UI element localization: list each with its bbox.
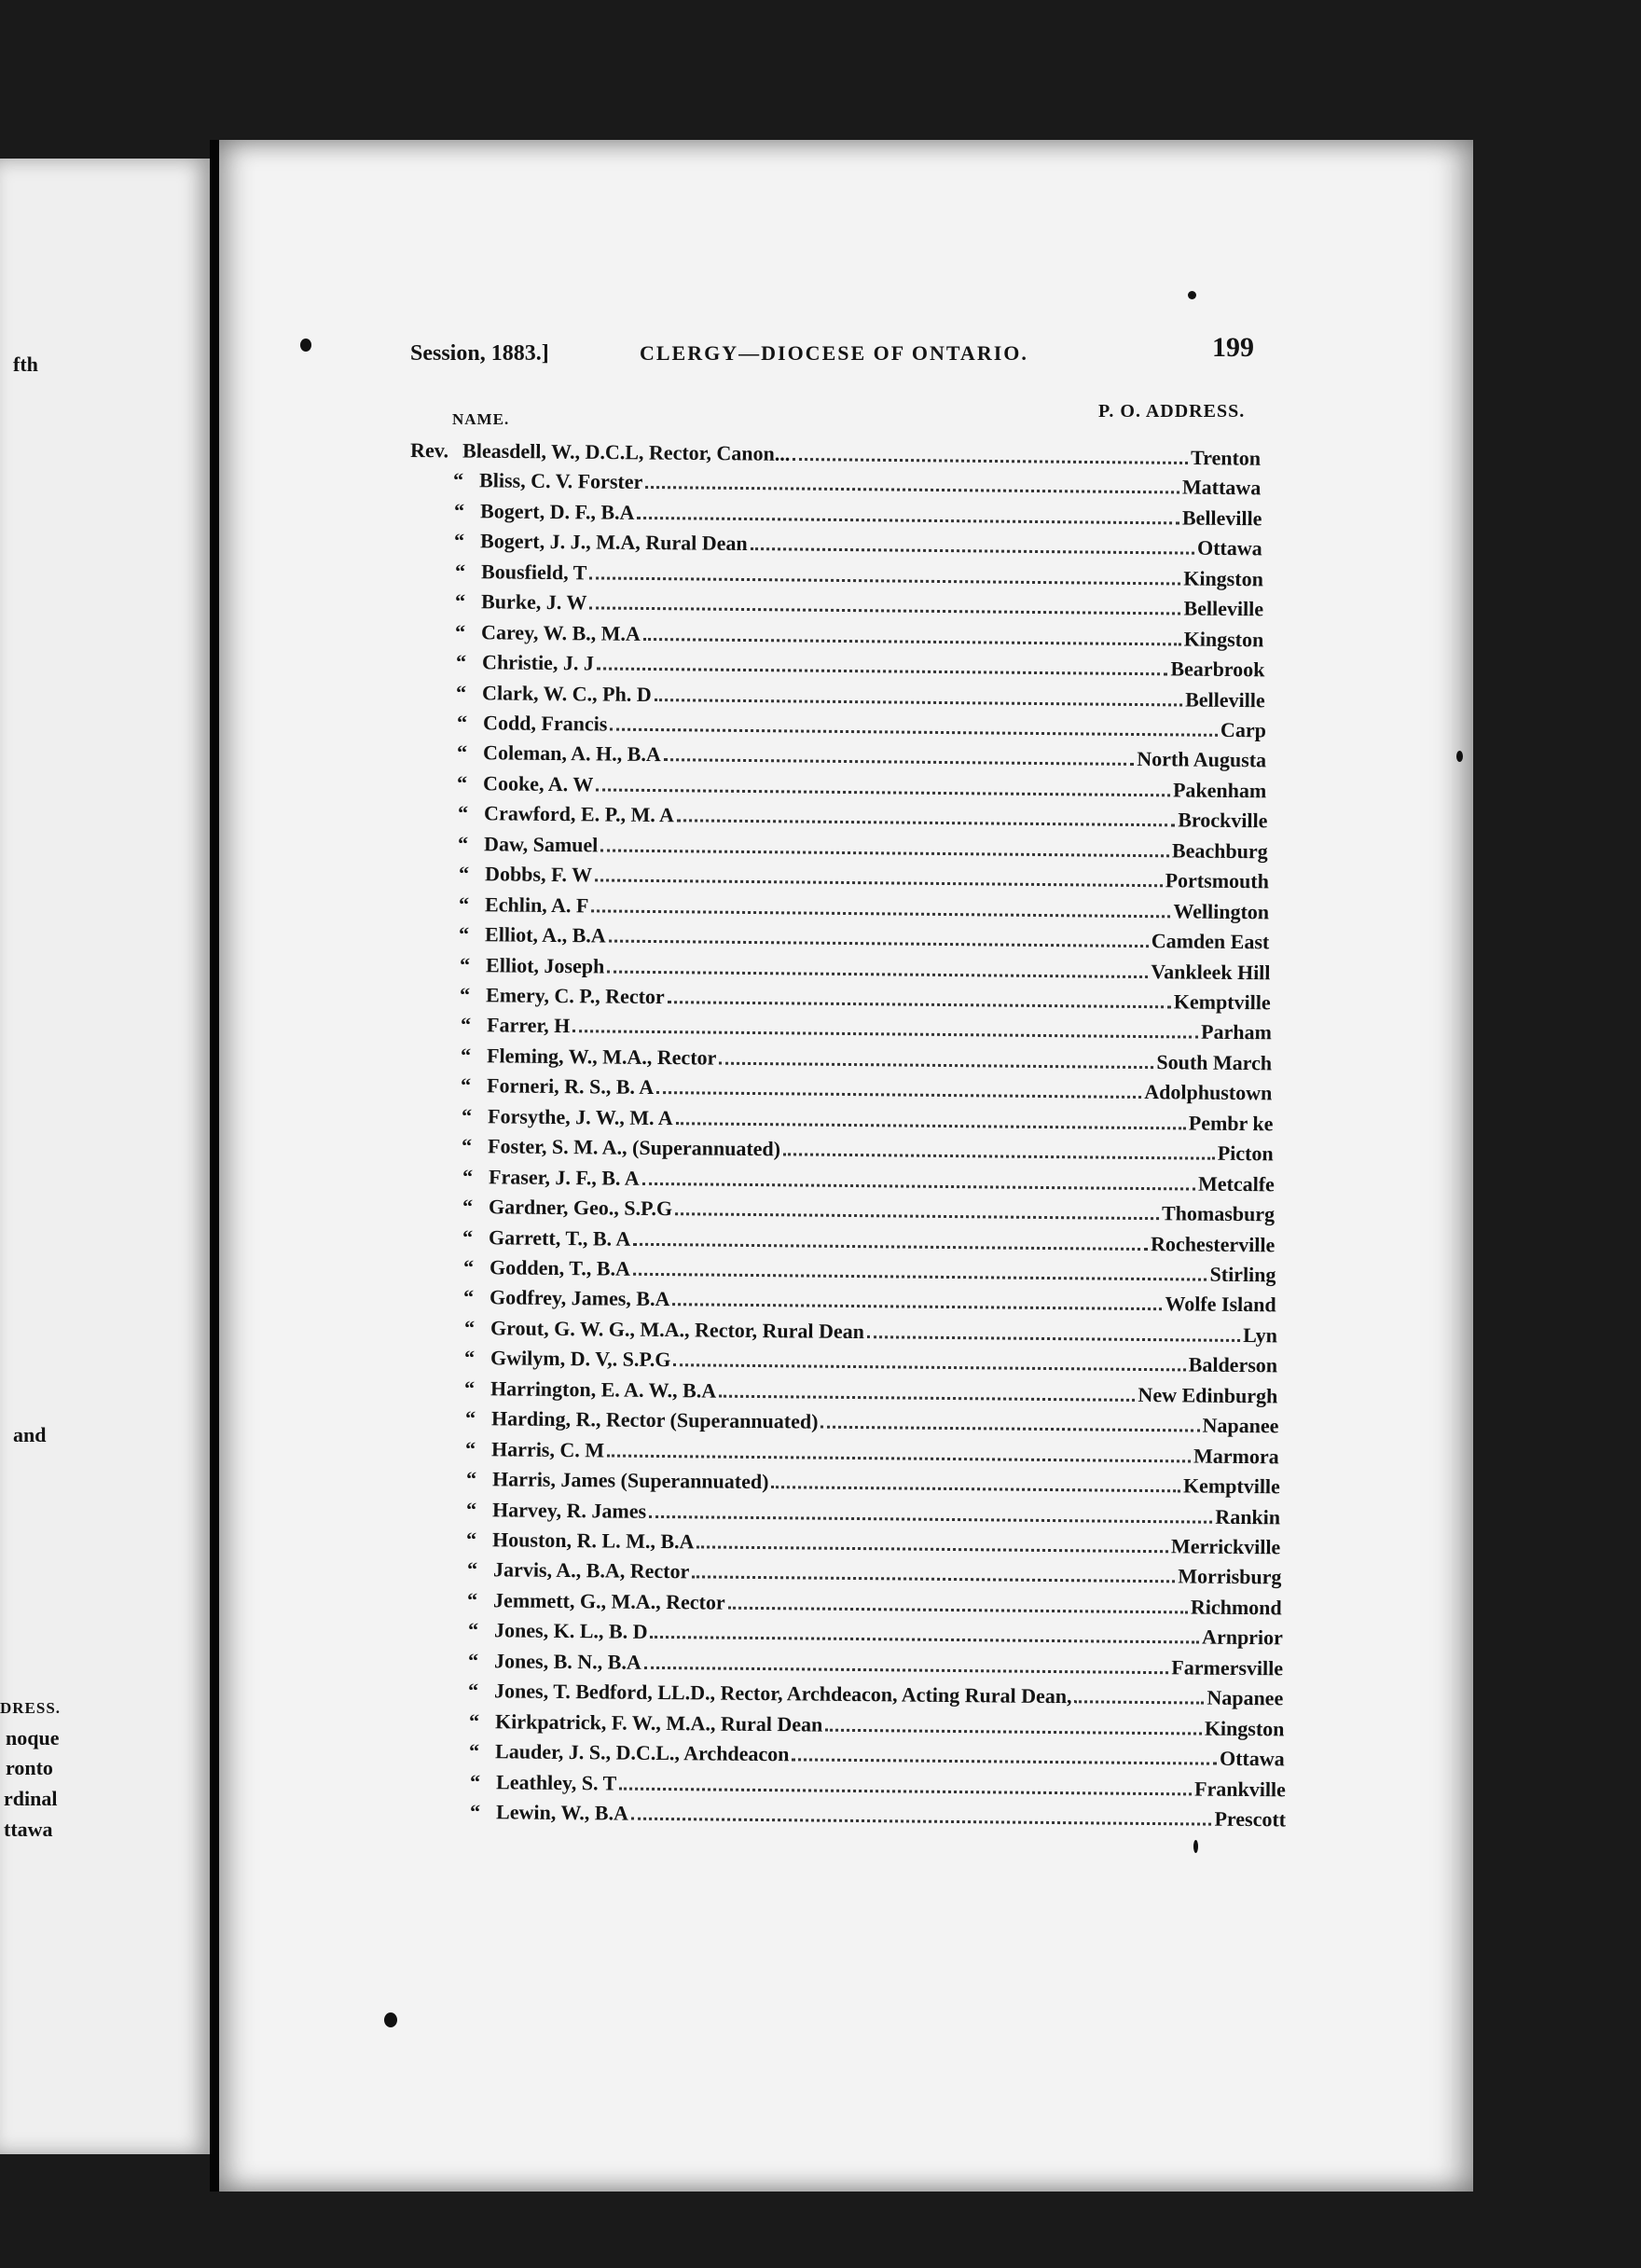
leader-dots (600, 849, 1169, 857)
post-office-address: Belleville (1185, 687, 1265, 712)
clergy-name: Farrer, H (486, 1013, 571, 1038)
leader-dots (644, 1666, 1169, 1674)
clergy-name: Harding, R., Rector (Superannuated) (490, 1406, 819, 1433)
post-office-address: Wellington (1173, 899, 1270, 923)
clergy-name: Kirkpatrick, F. W., M.A., Rural Dean (494, 1708, 823, 1736)
clergy-name: Harris, James (Superannuated) (491, 1467, 769, 1494)
post-office-address: Trenton (1190, 446, 1262, 470)
post-office-address: Kingston (1182, 566, 1263, 591)
left-page-fragment: rdinal (4, 1787, 58, 1810)
leader-dots (793, 458, 1188, 464)
entry-prefix: “ (469, 1769, 480, 1793)
post-office-address: Metcalfe (1197, 1171, 1275, 1196)
entry-prefix: “ (469, 1739, 480, 1763)
post-office-address: North Augusta (1137, 747, 1267, 772)
clergy-name: Garrett, T., B. A (489, 1224, 631, 1251)
leader-dots (673, 1363, 1185, 1371)
clergy-name: Elliot, Joseph (485, 952, 605, 978)
entry-prefix: “ (466, 1497, 477, 1521)
clergy-name: Codd, Francis (482, 711, 608, 736)
post-office-address: Merrickville (1171, 1534, 1281, 1559)
leader-dots (675, 1212, 1159, 1220)
post-office-address: Stirling (1209, 1262, 1276, 1287)
leader-dots (673, 1304, 1163, 1311)
post-office-address: South March (1156, 1050, 1273, 1075)
post-office-address: Marmora (1193, 1444, 1279, 1469)
clergy-name: Forsythe, J. W., M. A (487, 1104, 673, 1129)
leader-dots (697, 1545, 1169, 1553)
entry-prefix: “ (464, 1376, 476, 1400)
clergy-name: Jarvis, A., B.A, Rector (492, 1557, 690, 1583)
ink-speck (1193, 1840, 1198, 1853)
entry-prefix: “ (463, 1315, 475, 1339)
entry-prefix: “ (459, 952, 471, 976)
clergy-name: Forneri, R. S., B. A (487, 1073, 655, 1099)
leader-dots (719, 1062, 1153, 1069)
leader-dots (589, 607, 1180, 615)
leader-dots (595, 879, 1163, 888)
post-office-address: Pakenham (1173, 778, 1267, 803)
post-office-address: Richmond (1190, 1595, 1282, 1620)
clergy-name: Grout, G. W. G., M.A., Rector, Rural Dean (490, 1316, 864, 1343)
entry-prefix: “ (455, 619, 466, 643)
left-page-fragment: and (13, 1423, 47, 1446)
post-office-address: Kemptville (1182, 1473, 1280, 1499)
post-office-address: Bearbrook (1170, 657, 1265, 682)
entry-prefix: “ (460, 983, 471, 1007)
post-office-address: Rankin (1215, 1504, 1281, 1528)
clergy-name: Christie, J. J (481, 650, 594, 675)
leader-dots (783, 1154, 1215, 1160)
post-office-address: Ottawa (1220, 1746, 1285, 1771)
leader-dots (589, 576, 1180, 585)
entry-prefix: “ (468, 1679, 479, 1703)
leader-dots (650, 1636, 1199, 1644)
leader-dots (609, 940, 1149, 948)
entry-prefix: “ (453, 498, 465, 522)
entry-prefix: “ (468, 1648, 479, 1672)
left-page-fragment: fth (13, 353, 38, 376)
post-office-address: Belleville (1181, 505, 1262, 531)
post-office-address: Picton (1217, 1141, 1274, 1166)
leader-dots (751, 547, 1194, 555)
leader-dots (633, 1273, 1207, 1281)
post-office-address: Kemptville (1173, 989, 1271, 1015)
clergy-name: Jones, T. Bedford, LL.D., Rector, Archdeacon, Acting Rural Dean, (494, 1679, 1073, 1708)
name-column-header: NAME. (452, 410, 510, 428)
clergy-name: Gwilym, D. V,. S.P.G (490, 1346, 671, 1372)
clergy-name: Bliss, C. V. Forster (479, 468, 643, 494)
post-office-address: Kingston (1183, 627, 1264, 651)
entry-prefix: “ (455, 650, 467, 674)
entry-prefix: “ (464, 1406, 476, 1431)
clergy-name: Harris, C. M (491, 1436, 605, 1462)
post-office-address: Balderson (1188, 1352, 1278, 1377)
post-office-address: Carp (1220, 717, 1266, 742)
left-page-fragment: ttawa (4, 1818, 53, 1841)
entry-prefix: “ (457, 770, 468, 795)
leader-dots (641, 1182, 1194, 1191)
leader-dots (572, 1030, 1198, 1039)
left-page (0, 159, 210, 2154)
leader-dots (591, 909, 1170, 918)
entry-prefix: “ (457, 801, 469, 825)
left-page-fragment: ronto (6, 1756, 53, 1779)
clergy-name: Bogert, D. F., B.A (479, 499, 635, 524)
post-office-address: Rochesterville (1151, 1231, 1276, 1256)
ink-speck (1188, 291, 1196, 299)
leader-dots (597, 788, 1171, 796)
post-office-address: Portsmouth (1165, 868, 1269, 893)
entry-prefix: “ (461, 1103, 473, 1127)
clergy-name: Lewin, W., B.A (496, 1800, 629, 1825)
entry-prefix: “ (462, 1224, 474, 1249)
clergy-name: Harrington, E. A. W., B.A (490, 1376, 717, 1403)
entry-prefix: “ (465, 1467, 476, 1491)
ink-speck (300, 339, 311, 352)
entry-prefix: “ (458, 862, 469, 886)
post-office-address: Wolfe Island (1165, 1292, 1276, 1317)
entry-prefix: “ (464, 1346, 476, 1370)
ink-speck (384, 2012, 397, 2027)
clergy-name: Echlin, A. F (485, 892, 589, 917)
leader-dots (867, 1335, 1240, 1342)
post-office-address: Frankville (1193, 1777, 1286, 1801)
ink-speck (1456, 751, 1463, 762)
post-office-address: Adolphustown (1144, 1080, 1273, 1105)
leader-dots (771, 1486, 1180, 1492)
clergy-name: Leathley, S. T (495, 1769, 617, 1795)
leader-dots (607, 970, 1148, 978)
post-office-address: Brockville (1178, 808, 1268, 833)
clergy-name: Godfrey, James, B.A (490, 1285, 670, 1311)
post-office-address: Mattawa (1182, 475, 1262, 500)
post-office-address: Pembr ke (1188, 1111, 1274, 1136)
leader-dots (607, 1454, 1191, 1462)
leader-dots (597, 668, 1168, 676)
leader-dots (655, 698, 1183, 706)
post-office-address: Napanee (1202, 1413, 1279, 1438)
entry-prefix: “ (458, 831, 469, 855)
entry-prefix: “ (459, 892, 470, 916)
clergy-name: Emery, C. P., Rector (486, 983, 666, 1009)
leader-dots (646, 486, 1180, 493)
leader-dots (1075, 1700, 1205, 1704)
post-office-address: Parham (1200, 1020, 1272, 1044)
entry-prefix: “ (456, 680, 467, 704)
leader-dots (692, 1576, 1175, 1583)
entry-prefix: “ (454, 529, 465, 553)
leader-dots (675, 1122, 1185, 1129)
post-office-address: New Edinburgh (1138, 1382, 1278, 1408)
post-office-address: Thomasburg (1161, 1201, 1276, 1226)
clergy-name: Godden, T., B.A (489, 1255, 630, 1280)
entry-prefix: “ (460, 1013, 471, 1037)
leader-dots (657, 1091, 1142, 1099)
entry-prefix: “ (466, 1557, 478, 1582)
session-label: Session, 1883.] (410, 341, 549, 366)
clergy-name: Coleman, A. H., B.A (483, 740, 661, 767)
entry-prefix: “ (462, 1134, 473, 1158)
page-gutter (210, 140, 219, 2192)
leader-dots (668, 1001, 1171, 1008)
clergy-name: Dobbs, F. W (484, 862, 592, 887)
leader-dots (631, 1818, 1212, 1826)
entry-prefix: “ (468, 1708, 480, 1733)
address-column-header: P. O. ADDRESS. (1098, 401, 1246, 422)
entry-prefix: Rev. (410, 438, 449, 463)
clergy-name: Gardner, Geo., S.P.G (489, 1195, 673, 1221)
clergy-name: Foster, S. M. A., (Superannuated) (488, 1134, 781, 1161)
entry-prefix: “ (456, 711, 467, 735)
entry-prefix: “ (454, 559, 465, 583)
leader-dots (664, 759, 1135, 767)
post-office-address: Ottawa (1197, 535, 1262, 560)
leader-dots (825, 1728, 1202, 1735)
post-office-address: Morrisburg (1177, 1564, 1282, 1589)
left-page-fragment: noque (6, 1726, 60, 1749)
clergy-name: Carey, W. B., M.A (481, 619, 641, 645)
post-office-address: Prescott (1214, 1806, 1287, 1832)
clergy-name: Jones, B. N., B.A (494, 1649, 641, 1674)
clergy-name: Bousfield, T (480, 560, 587, 585)
entry-prefix: “ (470, 1800, 481, 1824)
post-office-address: Belleville (1183, 596, 1264, 621)
clergy-name: Fleming, W., M.A., Rector (487, 1044, 717, 1070)
page-title: CLERGY—DIOCESE OF ONTARIO. (640, 341, 1028, 365)
entry-prefix: “ (462, 1255, 475, 1279)
entry-prefix: “ (461, 1043, 472, 1067)
clergy-name: Clark, W. C., Ph. D (482, 680, 652, 706)
clergy-name: Daw, Samuel (484, 832, 599, 857)
clergy-name: Lauder, J. S., D.C.L., Archdeacon (495, 1739, 790, 1766)
leader-dots (649, 1514, 1212, 1523)
clergy-name: Harvey, R. James (492, 1497, 647, 1523)
page-number: 199 (1212, 332, 1254, 363)
leader-dots (619, 1787, 1192, 1795)
entry-prefix: “ (453, 468, 464, 492)
leader-dots (793, 1758, 1218, 1764)
entry-prefix: “ (459, 922, 470, 947)
entry-prefix: “ (467, 1587, 478, 1611)
post-office-address: Vankleek Hill (1150, 959, 1271, 984)
post-office-address: Arnprior (1201, 1625, 1283, 1650)
post-office-address: Lyn (1242, 1322, 1277, 1348)
left-page-fragment: DRESS. (0, 1699, 62, 1717)
entry-prefix: “ (457, 740, 468, 765)
clergy-name: Elliot, A., B.A (485, 922, 607, 947)
leader-dots (728, 1607, 1188, 1614)
entry-prefix: “ (465, 1436, 476, 1460)
entry-prefix: “ (467, 1618, 478, 1642)
clergy-name: Houston, R. L. M., B.A (492, 1528, 695, 1554)
post-office-address: Farmersville (1171, 1655, 1284, 1680)
leader-dots (610, 728, 1218, 737)
clergy-name: Bleasdell, W., D.C.L, Rector, Canon... (462, 438, 791, 465)
entry-prefix: “ (455, 589, 466, 614)
entry-prefix: “ (466, 1528, 477, 1552)
leader-dots (719, 1394, 1135, 1401)
post-office-address: Camden East (1151, 929, 1270, 954)
post-office-address: Napanee (1207, 1685, 1284, 1710)
post-office-address: Kingston (1204, 1716, 1285, 1741)
leader-dots (637, 517, 1179, 525)
leader-dots (643, 638, 1181, 646)
entry-prefix: “ (462, 1164, 473, 1188)
clergy-name: Fraser, J. F., B. A (488, 1164, 640, 1190)
entry-prefix: “ (462, 1195, 474, 1219)
entry-prefix: “ (461, 1073, 472, 1098)
clergy-name: Jones, K. L., B. D (493, 1618, 648, 1644)
leader-dots (677, 820, 1175, 827)
entry-prefix: “ (463, 1285, 475, 1309)
post-office-address: Beachburg (1172, 838, 1268, 864)
clergy-name: Bogert, J. J., M.A, Rural Dean (480, 529, 749, 556)
leader-dots (820, 1426, 1199, 1432)
clergy-name: Burke, J. W (481, 589, 587, 615)
clergy-name: Crawford, E. P., M. A (483, 801, 674, 827)
clergy-name: Cooke, A. W (483, 771, 594, 796)
leader-dots (634, 1242, 1149, 1250)
clergy-name: Jemmett, G., M.A., Rector (493, 1588, 726, 1614)
